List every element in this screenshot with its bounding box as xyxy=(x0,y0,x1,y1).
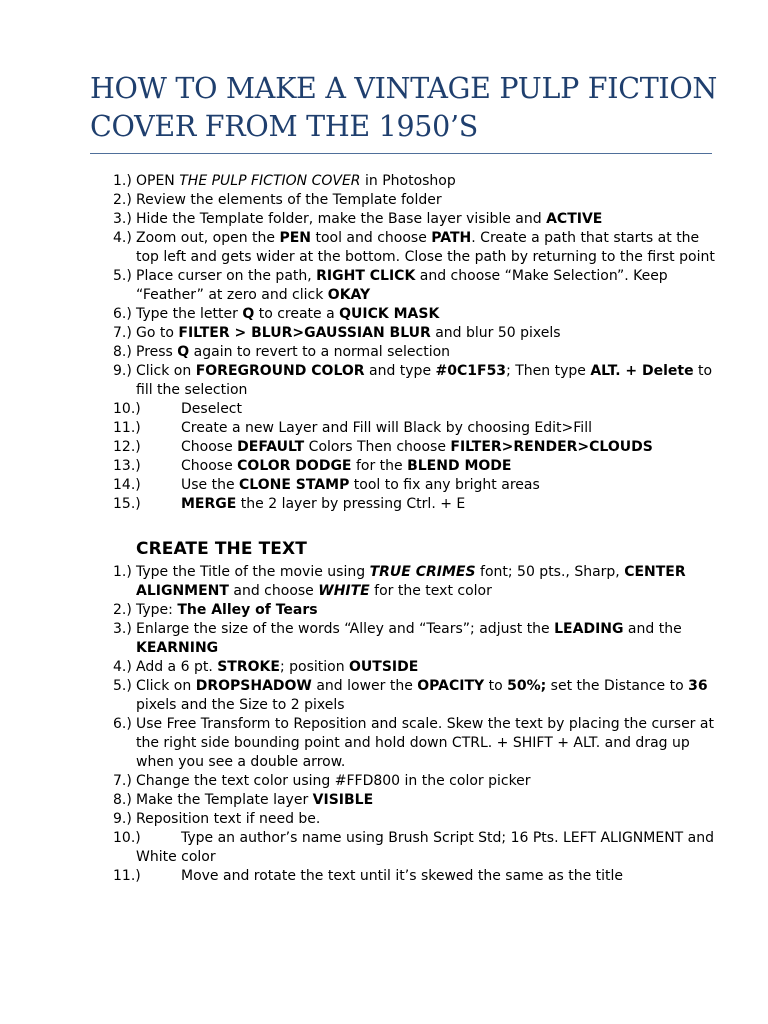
text-run: to xyxy=(693,363,713,379)
list-item-number: 5.) xyxy=(113,678,132,694)
text-run: OPEN xyxy=(136,173,180,189)
text-run: Make the Template layer xyxy=(136,792,313,808)
text-run: . Create a path that starts at the xyxy=(471,230,700,246)
list-item-text xyxy=(181,457,713,476)
list-item-number: 12.) xyxy=(113,439,141,455)
text-run: Press xyxy=(136,344,178,360)
text-run: RIGHT CLICK xyxy=(316,268,416,284)
text-run: QUICK MASK xyxy=(339,306,440,322)
title-line-2: COVER FROM THE 1950’S xyxy=(90,110,478,143)
text-run: tool to fix any bright areas xyxy=(349,477,540,493)
list-item-text xyxy=(136,810,713,829)
text-run: font; 50 pts., Sharp, xyxy=(475,564,625,580)
list-item xyxy=(113,772,713,791)
list-item-text xyxy=(181,476,713,495)
text-run: ACTIVE xyxy=(546,211,603,227)
text-run: FILTER > BLUR>GAUSSIAN BLUR xyxy=(178,325,431,341)
list-item-number: 7.) xyxy=(113,773,132,789)
list-item-text xyxy=(136,267,713,305)
list-item-number: 2.) xyxy=(113,602,132,618)
text-run: top left and gets wider at the bottom. Close the path by returning to the first point xyxy=(136,249,715,265)
text-run: BLEND MODE xyxy=(407,458,512,474)
list-item-text xyxy=(136,210,713,229)
list-item xyxy=(113,191,713,210)
text-run: when you see a double arrow. xyxy=(136,754,346,770)
create-text-steps-list xyxy=(113,563,713,886)
text-run: DEFAULT xyxy=(237,439,305,455)
text-run: DROPSHADOW xyxy=(195,678,312,694)
text-run: Type: xyxy=(136,602,178,618)
list-item-text xyxy=(136,677,713,715)
section-heading-create-text: CREATE THE TEXT xyxy=(136,539,307,559)
list-item-text xyxy=(136,601,713,620)
text-run: Type an author’s name using Brush Script Std; 16 Pts. LEFT ALIGNMENT and xyxy=(181,830,715,846)
list-item xyxy=(113,601,713,620)
list-item xyxy=(113,563,713,601)
list-item-number: 7.) xyxy=(113,325,132,341)
list-item xyxy=(113,229,713,267)
text-run: OKAY xyxy=(327,287,371,303)
list-item-text xyxy=(181,438,713,457)
text-run: MERGE xyxy=(181,496,237,512)
list-item xyxy=(113,362,713,400)
text-run: VISIBLE xyxy=(312,792,374,808)
list-item-text xyxy=(181,419,713,438)
list-item-number: 14.) xyxy=(113,477,141,493)
text-run: Type the letter xyxy=(136,306,243,322)
text-run: THE PULP FICTION COVER xyxy=(179,173,361,189)
list-item xyxy=(113,810,713,829)
list-item-number: 10.) xyxy=(113,401,141,417)
text-run: COLOR DODGE xyxy=(237,458,352,474)
text-run: Choose xyxy=(181,458,238,474)
list-item xyxy=(113,457,713,476)
text-run: and choose xyxy=(228,583,319,599)
text-run: CLONE STAMP xyxy=(239,477,350,493)
list-item xyxy=(113,400,713,419)
list-item-number: 1.) xyxy=(113,173,132,189)
text-run: again to revert to a normal selection xyxy=(189,344,451,360)
list-item-text xyxy=(136,324,713,343)
list-item-text xyxy=(136,191,713,210)
text-run: and the xyxy=(623,621,682,637)
list-item-number: 4.) xyxy=(113,230,132,246)
text-run: FILTER>RENDER>CLOUDS xyxy=(450,439,653,455)
text-run: and choose “Make Selection”. Keep xyxy=(415,268,668,284)
text-run: 50%; xyxy=(507,678,547,694)
list-item-text xyxy=(136,172,713,191)
list-item-text xyxy=(181,400,713,419)
photoshop-steps-list xyxy=(113,172,713,514)
text-run: Type the Title of the movie using xyxy=(136,564,370,580)
list-item-text xyxy=(136,563,713,601)
list-item-number: 13.) xyxy=(113,458,141,474)
page-title xyxy=(90,70,720,146)
list-item xyxy=(113,495,713,514)
list-item-number: 3.) xyxy=(113,621,132,637)
text-run: TRUE CRIMES xyxy=(369,564,476,580)
list-item-number: 10.) xyxy=(113,830,141,846)
text-run: STROKE xyxy=(217,659,280,675)
text-run: ; position xyxy=(279,659,350,675)
list-item xyxy=(113,677,713,715)
text-run: The Alley of Tears xyxy=(177,602,318,618)
list-item-number: 6.) xyxy=(113,716,132,732)
list-item-number: 9.) xyxy=(113,811,132,827)
text-run: pixels and the Size to 2 pixels xyxy=(136,697,345,713)
text-run: for the text color xyxy=(369,583,492,599)
text-run: LEADING xyxy=(554,621,624,637)
text-run: ; Then type xyxy=(506,363,591,379)
text-run: in Photoshop xyxy=(360,173,456,189)
list-item-text xyxy=(136,343,713,362)
text-run: PATH xyxy=(431,230,472,246)
list-item xyxy=(113,324,713,343)
text-run: Create a new Layer and Fill will Black by choosing Edit>Fill xyxy=(181,420,592,436)
list-item-number: 8.) xyxy=(113,344,132,360)
list-item xyxy=(113,305,713,324)
list-item xyxy=(113,343,713,362)
text-run: Hide the Template folder, make the Base layer visible and xyxy=(136,211,547,227)
text-run: for the xyxy=(351,458,408,474)
text-run: #0C1F53 xyxy=(435,363,507,379)
list-item xyxy=(113,715,713,772)
list-item xyxy=(113,867,713,886)
title-line-1: HOW TO MAKE A VINTAGE PULP FICTION xyxy=(90,72,718,105)
text-run: Reposition text if need be. xyxy=(136,811,321,827)
text-run: set the Distance to xyxy=(546,678,689,694)
text-run: “Feather” at zero and click xyxy=(136,287,328,303)
list-item xyxy=(113,620,713,658)
list-item-text xyxy=(136,791,713,810)
list-item xyxy=(113,210,713,229)
text-run: Colors Then choose xyxy=(304,439,451,455)
list-item-number: 6.) xyxy=(113,306,132,322)
list-item-text xyxy=(136,658,713,677)
list-item xyxy=(113,791,713,810)
text-run: Add a 6 pt. xyxy=(136,659,218,675)
text-run: Enlarge the size of the words “Alley and “Tears”; adjust the xyxy=(136,621,555,637)
list-item-text xyxy=(136,772,713,791)
list-item-number: 1.) xyxy=(113,564,132,580)
text-run: and type xyxy=(364,363,436,379)
text-run: ALT. + Delete xyxy=(590,363,694,379)
text-run: Move and rotate the text until it’s skewed the same as the title xyxy=(181,868,623,884)
list-item-number: 3.) xyxy=(113,211,132,227)
list-item-text xyxy=(136,362,713,400)
text-run: Use the xyxy=(181,477,240,493)
list-item-number: 5.) xyxy=(113,268,132,284)
list-item-number: 15.) xyxy=(113,496,141,512)
text-run: Zoom out, open the xyxy=(136,230,280,246)
list-item xyxy=(113,476,713,495)
text-run: ALIGNMENT xyxy=(136,583,229,599)
text-run: CENTER xyxy=(624,564,686,580)
list-item-text xyxy=(136,305,713,324)
list-item-text xyxy=(136,715,714,772)
list-item-number: 2.) xyxy=(113,192,132,208)
list-item-number: 8.) xyxy=(113,792,132,808)
text-run: Choose xyxy=(181,439,238,455)
text-run: tool and choose xyxy=(311,230,432,246)
list-item-text xyxy=(136,620,713,658)
list-item-number: 4.) xyxy=(113,659,132,675)
text-run: Use Free Transform to Reposition and scale. Skew the text by placing the curser at xyxy=(136,716,714,732)
list-item-text xyxy=(181,495,713,514)
list-item xyxy=(113,658,713,677)
text-run: 36 xyxy=(688,678,708,694)
list-item xyxy=(113,829,713,867)
text-run: WHITE xyxy=(318,583,370,599)
list-item xyxy=(113,438,713,457)
text-run: and lower the xyxy=(311,678,418,694)
text-run: Q xyxy=(242,306,255,322)
text-run: PEN xyxy=(279,230,311,246)
title-underline xyxy=(90,153,712,154)
text-run: White color xyxy=(136,849,216,865)
text-run: and blur 50 pixels xyxy=(430,325,561,341)
text-run: OPACITY xyxy=(417,678,485,694)
text-run: Review the elements of the Template folder xyxy=(136,192,442,208)
text-run: the right side bounding point and hold down CTRL. + SHIFT + ALT. and drag up xyxy=(136,735,690,751)
list-item-text xyxy=(136,829,715,867)
text-run: OUTSIDE xyxy=(349,659,419,675)
text-run: Go to xyxy=(136,325,179,341)
text-run: the 2 layer by pressing Ctrl. + E xyxy=(236,496,466,512)
list-item-text xyxy=(136,229,715,267)
text-run: KEARNING xyxy=(136,640,219,656)
text-run: Click on xyxy=(136,363,196,379)
text-run: to create a xyxy=(254,306,340,322)
text-run: fill the selection xyxy=(136,382,248,398)
list-item xyxy=(113,172,713,191)
list-item-number: 11.) xyxy=(113,868,141,884)
list-item xyxy=(113,267,713,305)
text-run: Place curser on the path, xyxy=(136,268,317,284)
list-item-number: 11.) xyxy=(113,420,141,436)
text-run: FOREGROUND COLOR xyxy=(195,363,365,379)
list-item xyxy=(113,419,713,438)
list-item-number: 9.) xyxy=(113,363,132,379)
text-run: Q xyxy=(177,344,190,360)
text-run: to xyxy=(484,678,508,694)
text-run: Change the text color using #FFD800 in the color picker xyxy=(136,773,531,789)
list-item-text xyxy=(181,867,713,886)
text-run: Click on xyxy=(136,678,196,694)
text-run: Deselect xyxy=(181,401,242,417)
